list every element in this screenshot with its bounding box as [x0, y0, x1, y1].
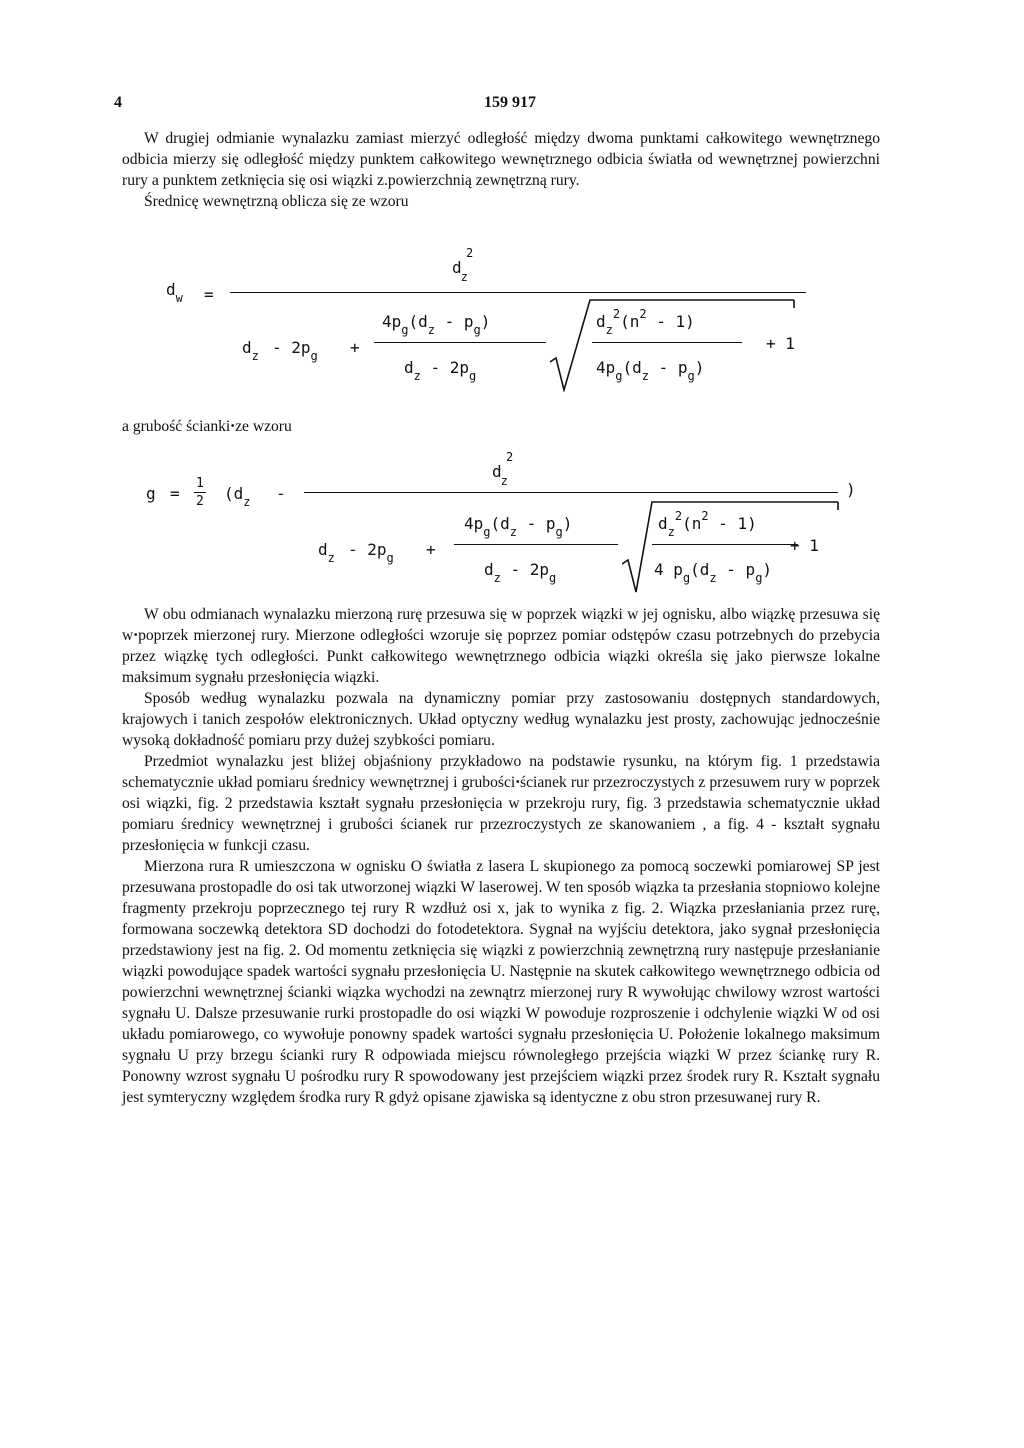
eq1-radicand-numerator: $d_z^2(n^2 - 1)$	[596, 307, 695, 337]
eq1-equals: =	[204, 285, 214, 304]
eq2-radicand-denominator: 4 $p_g(d_z - p_g)$	[654, 560, 773, 585]
eq2-half-numerator: 1	[196, 476, 204, 491]
document-number: 159 917	[484, 94, 536, 111]
eq2-radicand-fraction-bar	[652, 544, 798, 545]
eq2-main-fraction-bar	[304, 492, 838, 493]
paragraph-both-variants: W obu odmianach wynalazku mierzoną rurę przesuwa się w poprzek wiązki w jej ognisku, albo wiązkę przesuwa się wꞏpoprzek mierzonej rury. Mierzone odległości wzoruje się poprzez pomiar odstępów czasu potrzebnych do przebycia przez wiązkę tych odległości. Punkt całkowitego wewnętrznego odbicia wiązki określa się jako pierwsze lokalne maksimum sygnału przesłonięcia wiązki.	[122, 606, 880, 686]
paragraph-advantages: Sposób według wynalazku pozwala na dynamiczny pomiar przy zastosowaniu dostępnych standardowych, krajowych i tanich zespołów elektronicznych. Układ optyczny według wynalazku jest prosty, zachowując jednocześnie wysoką dokładność pomiaru przy dużej szybkości pomiaru.	[122, 690, 880, 749]
paragraph-diameter-formula-label: Średnicę wewnętrzną oblicza się ze wzoru	[144, 193, 409, 210]
eq2-plus-one: + 1	[790, 536, 819, 555]
eq2-inner-numerator: $4p_g(d_z - p_g)$	[464, 514, 573, 539]
eq1-lhs: $d_w$	[166, 280, 183, 305]
eq2-half-bar	[194, 492, 206, 493]
eq1-inner-denominator: $d_z - 2p_g$	[404, 358, 477, 383]
eq1-plus-one: + 1	[766, 334, 795, 353]
paragraph-wall-formula-label: a grubość ściankiꞏze wzoru	[122, 418, 292, 435]
paragraph-variant: W drugiej odmianie wynalazku zamiast mierzyć odległość między dwoma punktami całkowitego wewnętrznego odbicia mierzy się odległość między punktem całkowitego wewnętrznego odbicia światła od wewnętrznej powierzchni rury a punktem zetknięcia się osi wiązki z.powierzchnią zewnętrzną rury.	[122, 130, 880, 189]
eq1-inner-numerator: $4p_g(d_z - p_g)$	[382, 312, 491, 337]
eq2-inner-denominator: $d_z - 2p_g$	[484, 560, 557, 585]
eq2-radicand-numerator: $d_z^2(n^2 - 1)$	[658, 509, 757, 539]
eq2-minus: -	[276, 484, 286, 503]
body-block	[122, 604, 880, 1108]
eq2-equals: =	[170, 484, 180, 503]
equation-wall-thickness	[0, 0, 1024, 600]
eq2-minus-2pg: - $2p_g$	[348, 540, 394, 565]
eq1-dz: $d_z$	[242, 338, 259, 363]
eq1-radicand-denominator: $4p_g(d_z - p_g)$	[596, 358, 705, 383]
eq1-plus: +	[350, 338, 360, 357]
eq2-plus: +	[426, 540, 436, 559]
page-number: 4	[114, 94, 122, 111]
eq1-minus-2pg: - $2p_g$	[272, 338, 318, 363]
paragraph-figures: Przedmiot wynalazku jest bliżej objaśniony przykładowo na podstawie rysunku, na którym fig. 1 przedstawia schematycznie układ pomiaru średnicy wewnętrznej i grubościꞏścianek rur przezroczystych z przesuwem rury w poprzek osi wiązki, fig. 2 przedstawia kształt sygnału przesłonięcia w przekroju rury, fig. 3 przedstawia schematycznie układ pomiaru średnicy wewnętrznej i grubości ścianek rur przezroczystych ze skanowaniem , a fig. 4 - kształt sygnału przesłonięcia w funkcji czasu.	[122, 753, 880, 854]
eq2-open-dz: ($d_z$	[224, 484, 251, 509]
paragraph-measurement-description: Mierzona rura R umieszczona w ognisku O światła z lasera L skupionego za pomocą soczewki pomiarowej SP jest przesuwana prostopadle do osi tak utworzonej wiązki W laserowej. W ten sposób wiązka ta przesłania stopniowo kolejne fragmenty przekroju poprzecznego tej rury R wzdłuż osi x, jak to wynika z fig. 2. Wiązka przesłaniania przez rurę, formowana soczewką detektora SD dochodzi do fotodetektora. Sygnał na wyjściu detektora, jako sygnał przesłonięcia przedstawiony jest na fig. 2. Od momentu zetknięcia się wiązki z powierzchnią zewnętrzną rury następuje przesłanianie wiązki powodujące spadek wartości sygnału przesłonięcia U. Następnie na skutek całkowitego wewnętrznego odbicia od powierzchni wewnętrznej ścianki wiązka wychodzi na zewnątrz mierzonej rury R wywołując chwilowy wzrost wartości sygnału U. Dalsze przesuwanie rurki prostopadle do osi wiązki W powoduje rozproszenie i odchylenie wiązki W od osi układu pomiarowego, co wywołuje ponowny spadek wartości sygnału przesłonięcia U. Położenie lokalnego maksimum sygnału U przy brzegu ścianki rury R odpowiada miejscu równoległego przejścia wiązki W przez ściankę rury R. Ponowny wzrost sygnału U pośrodku rury R spowodowany jest przejściem wiązki przez środek rury R. Kształt sygnału jest symteryczny względem środka rury R gdyż opisane zjawiska są identyczne z obu stron przesuwanej rury R.	[122, 858, 880, 1106]
eq2-close-paren: )	[846, 480, 856, 499]
eq2-numerator: $d_z$	[492, 462, 508, 488]
eq2-dz: $d_z$	[318, 540, 335, 565]
eq2-lhs: g	[146, 484, 156, 503]
eq2-half-denominator: 2	[196, 494, 204, 509]
eq2-inner-fraction-bar	[454, 544, 618, 545]
eq1-numerator: $d_z$	[452, 258, 468, 284]
eq1-numerator-exponent: 2	[466, 246, 474, 260]
eq2-numerator-exponent: 2	[506, 450, 514, 464]
